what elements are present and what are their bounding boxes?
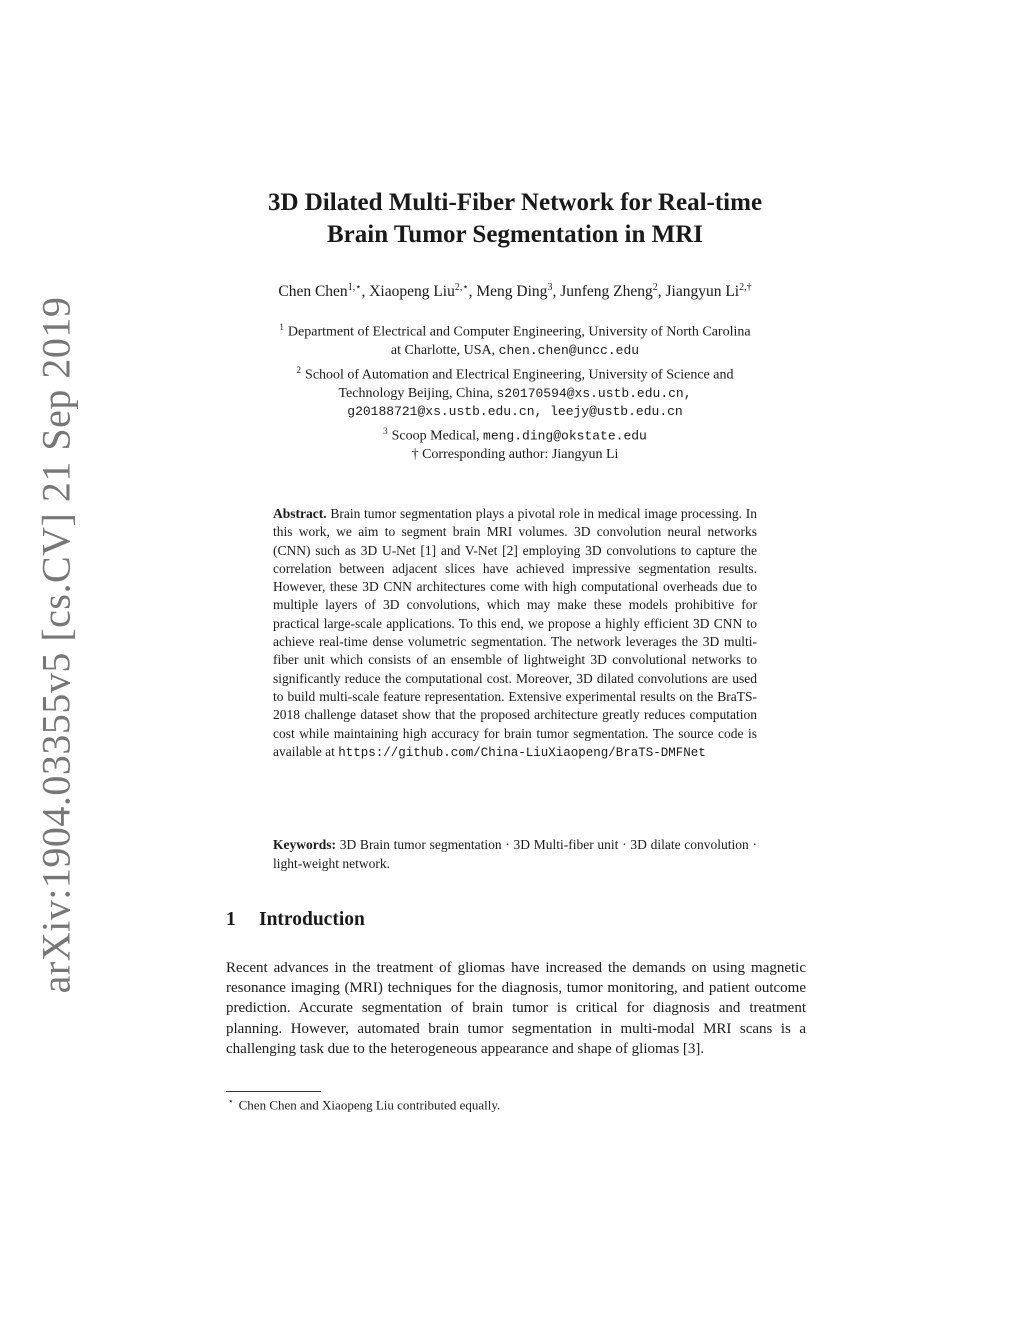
affiliation-3: $^3$ Scoop Medical, meng.ding@okstate.edu — [383, 425, 647, 444]
author-name: Junfeng Zheng — [560, 283, 653, 301]
title-line-2: Brain Tumor Segmentation in MRI — [327, 221, 703, 248]
email-link[interactable]: chen.chen@uncc.edu — [498, 343, 640, 359]
author-sup: 2,† — [739, 282, 752, 293]
keywords-label: Keywords: — [273, 837, 336, 852]
author-name: Jiangyun Li — [665, 283, 740, 301]
author-sup: 3 — [547, 282, 553, 293]
author-sup: 1,⋆ — [347, 282, 362, 293]
author-list: Chen Chen$^{1,⋆}$, Xiaopeng Liu$^{2,⋆}$, Meng Ding$^3$, Junfeng Zheng$^2$, Jiangyun $Li^{2,\dagger}$ — [278, 282, 752, 301]
paper-title — [200, 187, 830, 251]
abstract-label: Abstract. — [273, 506, 327, 521]
affiliation-1-line-2: at Charlotte, USA, chen.chen@uncc.edu — [390, 343, 640, 359]
email-link[interactable]: meng.ding@okstate.edu — [483, 428, 647, 444]
section-title: Introduction — [259, 909, 365, 930]
affiliation-2-line-2: Technology Beijing, China, s20170594@xs.ustb.edu.cn, — [338, 385, 692, 401]
corresponding-author: † Corresponding author: Jiangyun Li — [411, 446, 619, 462]
abstract-text: Brain tumor segmentation plays a pivotal role in medical image processing. In this work, we aim to segment brain MRI volumes. 3D convolution neural networks (CNN) such as 3D U-Net [1] and V-Net [2] employing 3D convolutions to capture the correlation between adjacent slices have achieved impressive segmentation results. However, these 3D CNN architectures come with high computational overheads due to multiple layers of 3D convolutions, which may make these models prohibitive for practical large-scale applications. To this end, we propose a highly efficient 3D CNN to achieve real-time dense volumetric segmentation. The network leverages the 3D multi-fiber unit which consists of an ensemble of lightweight 3D convolutional networks to significantly reduce the computational cost. Moreover, 3D dilated convolutions are used to build multi-scale feature representation. Extensive experimental results on the BraTS-2018 challenge dataset show that the proposed architecture greatly reduces computation cost while maintaining high accuracy for brain tumor segmentation. The source code is available at — [273, 506, 758, 759]
affiliation-2-line-3 — [200, 403, 830, 422]
footnote-text: Chen Chen and Xiaopeng Liu contributed equally. — [238, 1097, 501, 1113]
title-line-1: 3D Dilated Multi-Fiber Network for Real-time — [267, 189, 763, 216]
email-link[interactable]: s20170594@xs.ustb.edu.cn, — [496, 385, 692, 401]
affiliation-1-line-1: $^1$ Department of Electrical and Computer Engineering, University of North Carolina — [279, 322, 751, 340]
footnote-divider — [226, 1091, 321, 1092]
affiliation-2-line-1: $^2$ School of Automation and Electrical Engineering, University of Science and — [296, 364, 734, 383]
section-number: 1 — [226, 909, 236, 930]
author-sup: 2,⋆ — [454, 282, 469, 293]
section-heading — [226, 909, 365, 931]
author-name: Meng Ding — [476, 283, 548, 301]
author-name: Xiaopeng Liu — [369, 283, 455, 301]
footnote-mark: ⋆ — [228, 1096, 234, 1106]
arxiv-stamp: arXiv:1904.03355v5 [cs.CV] 21 Sep 2019 — [33, 296, 79, 994]
keywords — [273, 836, 757, 873]
intro-paragraph: Recent advances in the treatment of gliomas have increased the demands on using magnetic resonance imaging (MRI) techniques for the diagnosis, tumor monitoring, and patient outcome prediction. Accurate segmentation of brain tumor is critical for diagnosis and treatment planning. However, automated brain tumor segmentation in multi-modal MRI scans is a challenging task due to the heterogeneous appearance and shape of gliomas [3]. — [226, 960, 806, 1057]
affiliations — [200, 318, 830, 464]
email-links[interactable]: g20188721@xs.ustb.edu.cn, leejy@ustb.edu.cn — [347, 404, 683, 420]
footnote — [228, 1096, 500, 1113]
abstract — [273, 505, 757, 762]
author-sup: 2 — [652, 282, 658, 293]
keywords-text: 3D Brain tumor segmentation · 3D Multi-fiber unit · 3D dilate convolution · light-weight network. — [273, 837, 757, 871]
source-code-link[interactable]: https://github.com/China-LiuXiaopeng/BraTS-DMFNet — [338, 745, 706, 760]
author-name: Chen Chen — [278, 283, 348, 301]
